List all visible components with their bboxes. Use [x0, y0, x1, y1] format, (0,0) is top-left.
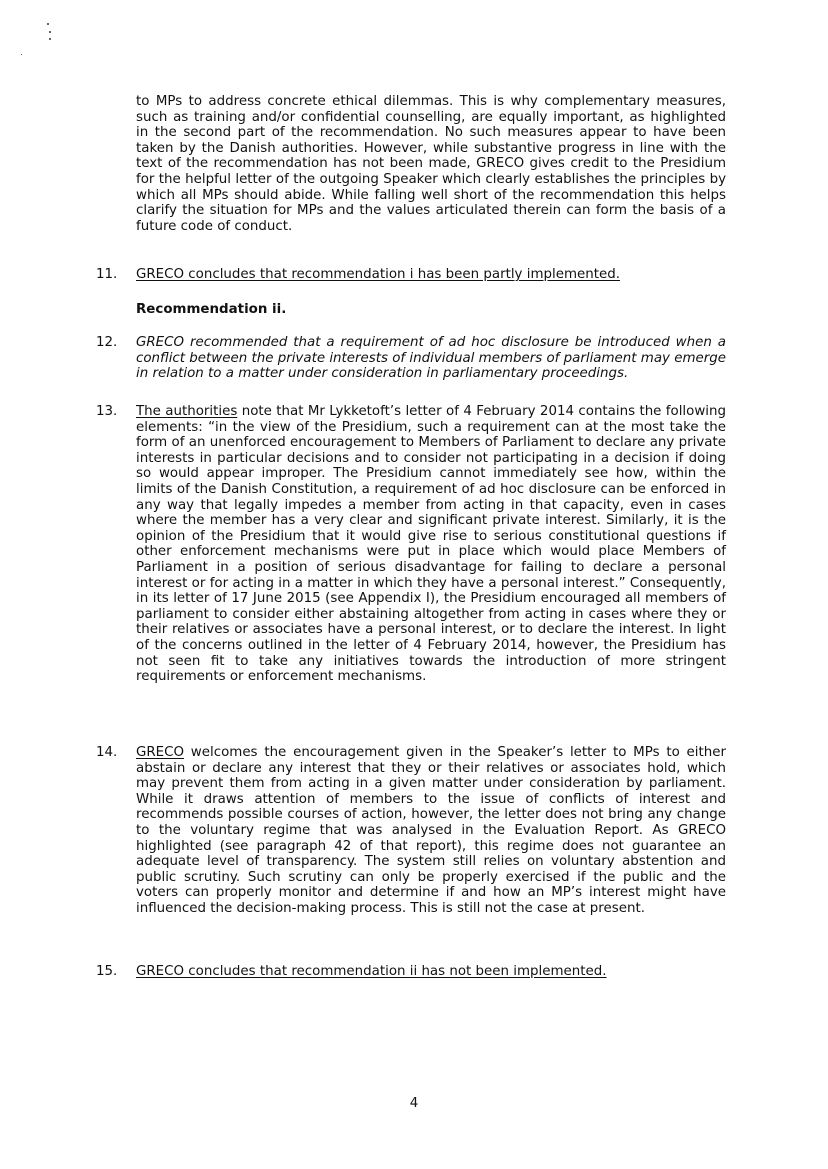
conclusion-text: GRECO concludes that recommendation i has been partly implemented.	[136, 267, 620, 282]
page-number: 4	[409, 1096, 419, 1111]
paragraph-number-15: 15.	[96, 964, 118, 979]
paragraph-number-12: 12.	[96, 335, 118, 350]
paragraph-11	[136, 267, 726, 283]
heading-recommendation-ii: Recommendation ii.	[136, 302, 287, 317]
paragraph-intro: to MPs to address concrete ethical dilemmas. This is why complementary measures, such as training and/or confidential counselling, are equally important, as highlighted in the second part of the recommendation. No such measures appear to have been taken by the Danish authorities. However, while substantive progress in line with the text of the recommendation has not been made, GRECO gives credit to the Presidium for the helpful letter of the outgoing Speaker which clearly establishes the principles by which all MPs should abide. While falling well short of the recommendation this helps clarify the situation for MPs and the values articulated therein can form the basis of a future code of conduct.	[136, 94, 726, 234]
paragraph-14	[136, 745, 726, 917]
paragraph-13-body: note that Mr Lykketoft’s letter of 4 February 2014 contains the following elements: “in the view of the Presidium, such a requirement can at the most take the form of an unenforced encouragement to Members of Parliament to declare any private interests in particular decisions and to consider not participating in a decision if doing so would appear improper. The Presidium cannot immediately see how, within the limits of the Danish Constitution, a requirement of ad hoc disclosure can be enforced in any way that legally impedes a member from acting in that capacity, even in cases where the member has a very clear and significant private interest. Similarly, it is the opinion of the Presidium that it would give rise to serious constitutional questions if other enforcement mechanisms were put in place which would place Members of Parliament in a position of serious disadvantage for failing to declare a personal interest or for acting in a matter in which they have a personal interest.” Consequently, in its letter of 17 June 2015 (see Appendix I), the Presidium encouraged all members of parliament to consider either abstaining altogether from acting in cases where they or their relatives or associates have a personal interest, or to declare the interest. In light of the concerns outlined in the letter of 4 February 2014, however, the Presidium has not seen fit to take any initiatives towards the introduction of more stringent requirements or enforcement mechanisms.	[136, 404, 726, 685]
paragraph-15	[136, 964, 726, 980]
paragraph-number-11: 11.	[96, 267, 118, 282]
scan-artifact	[49, 31, 51, 33]
paragraph-14-body: welcomes the encouragement given in the Speaker’s letter to MPs to either abstain or declare any interest that they or their relatives or associates hold, which may prevent them from acting in a given matter under consideration by parliament. While it draws attention of members to the issue of conflicts of interest and recommends possible courses of action, however, the letter does not bring any change to the voluntary regime that was analysed in the Evaluation Report. As GRECO highlighted (see paragraph 42 of that report), this regime does not guarantee an adequate level of transparency. The system still relies on voluntary abstention and public scrutiny. Such scrutiny can only be properly exercised if the public and the voters can properly monitor and determine if and how an MP’s interest might have influenced the decision-making process. This is still not the case at present.	[136, 745, 726, 916]
scan-artifact	[47, 23, 49, 25]
paragraph-13-lead: The authorities	[136, 404, 238, 419]
scan-artifact	[21, 54, 22, 55]
paragraph-number-13: 13.	[96, 404, 118, 419]
paragraph-12: GRECO recommended that a requirement of ad hoc disclosure be introduced when a conflict between the private interests of individual members of parliament may emerge in relation to a matter under consideration in parliamentary proceedings.	[136, 335, 726, 382]
paragraph-13	[136, 404, 726, 685]
paragraph-number-14: 14.	[96, 745, 118, 760]
paragraph-14-lead: GRECO	[136, 745, 185, 760]
conclusion-text: GRECO concludes that recommendation ii has not been implemented.	[136, 964, 607, 979]
scan-artifact	[49, 38, 51, 40]
